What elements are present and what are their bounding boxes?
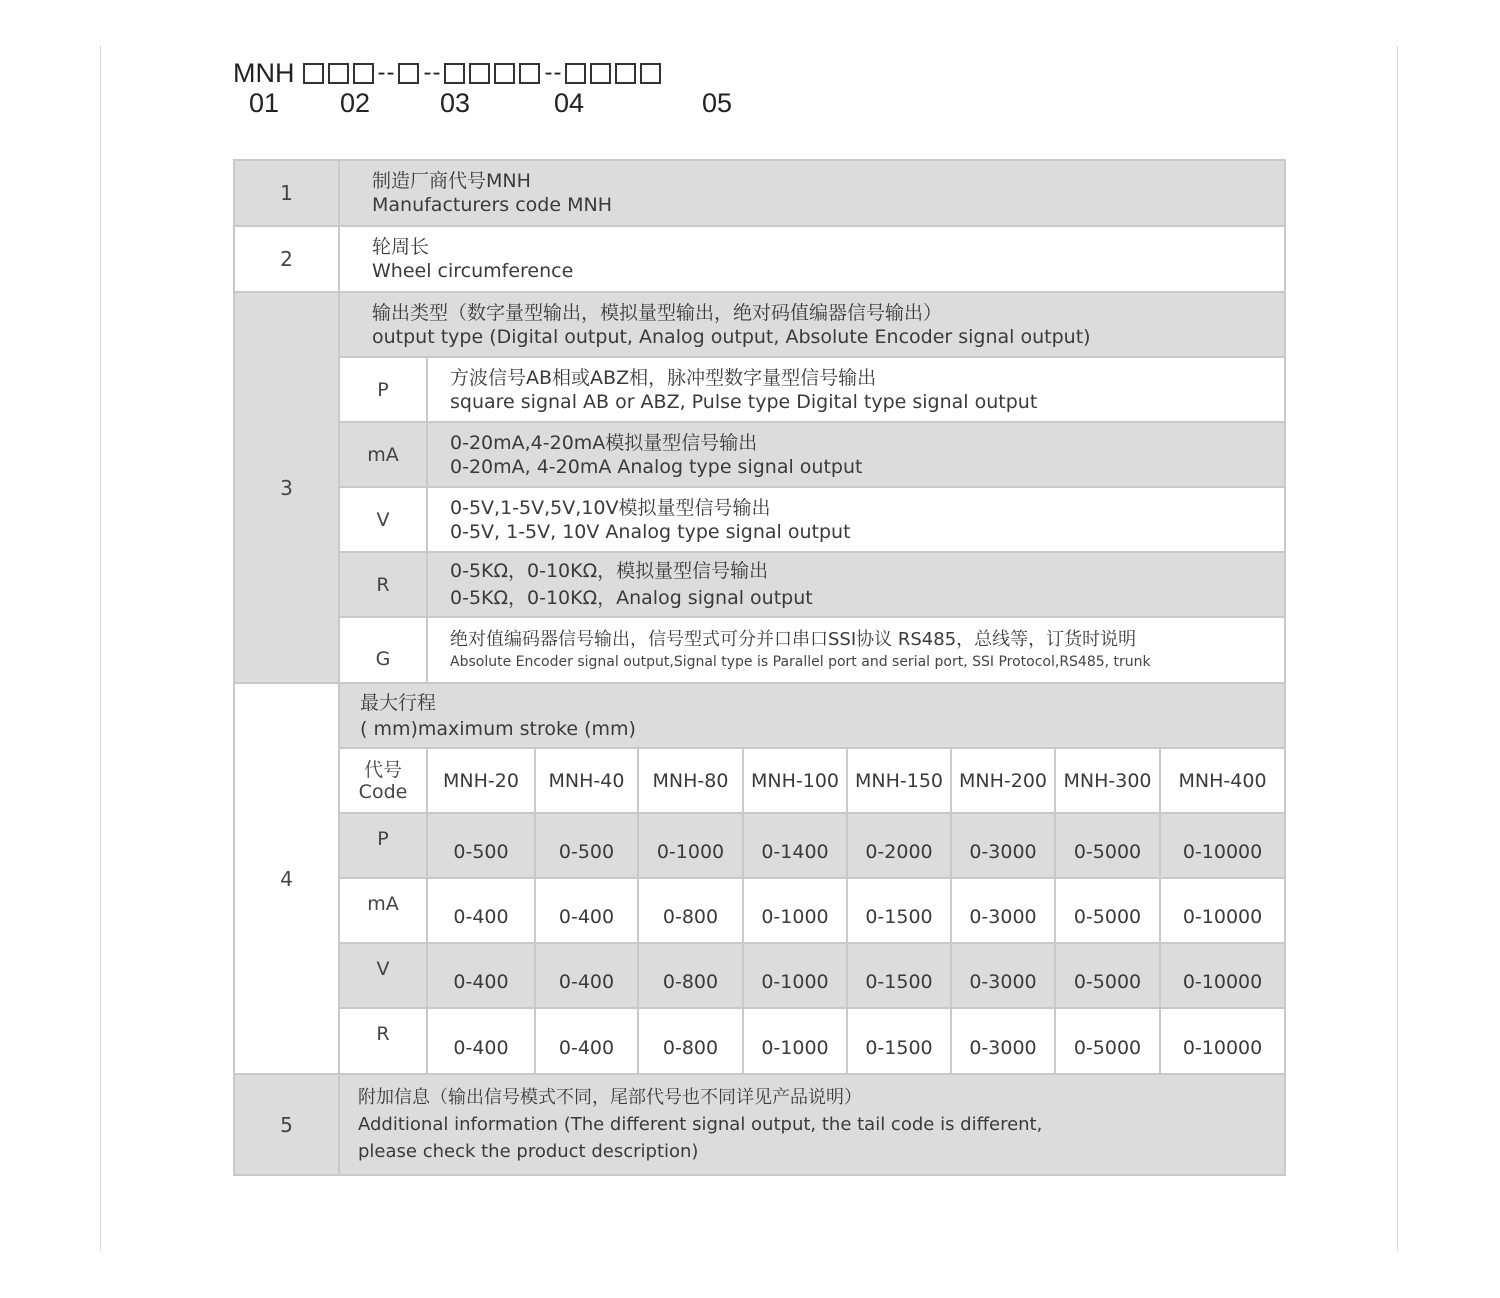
stroke-code: V — [339, 943, 427, 1008]
option-zh: 0-5V,1-5V,5V,10V模拟量型信号输出 — [450, 496, 771, 519]
stroke-value: 0-3000 — [951, 878, 1055, 943]
stroke-value: 0-1000 — [743, 943, 847, 1008]
separator-dash: -- — [377, 59, 396, 86]
stroke-value: 0-10000 — [1160, 813, 1285, 878]
placeholder-box — [444, 63, 465, 84]
description-en: ( mm)maximum stroke (mm) — [360, 717, 636, 740]
field-number: 04 — [554, 88, 585, 118]
placeholder-box — [469, 63, 490, 84]
field-number: 02 — [340, 88, 371, 118]
option-description — [427, 422, 1285, 487]
option-description — [427, 357, 1285, 422]
row-description — [339, 160, 1285, 226]
table-row — [234, 226, 1285, 292]
option-zh: 绝对值编码器信号输出，信号型式可分并口串口SSI协议 RS485，总线等，订货时说明 — [450, 629, 1137, 650]
model-header: MNH-400 — [1160, 748, 1285, 813]
stroke-value: 0-3000 — [951, 813, 1055, 878]
description-zh: 最大行程 — [360, 691, 437, 714]
placeholder-box — [494, 63, 515, 84]
stroke-value: 0-500 — [535, 813, 638, 878]
stroke-value: 0-2000 — [847, 813, 951, 878]
code-header — [339, 748, 427, 813]
option-code: V — [339, 487, 427, 552]
stroke-value: 0-3000 — [951, 943, 1055, 1008]
placeholder-box — [398, 63, 419, 84]
table-row — [234, 160, 1285, 226]
description-en: Manufacturers code MNH — [372, 194, 612, 216]
placeholder-box — [353, 63, 374, 84]
option-zh: 0-20mA,4-20mA模拟量型信号输出 — [450, 431, 758, 454]
stroke-header-row — [234, 748, 1285, 813]
option-en: 0-5KΩ，0-10KΩ，Analog signal output — [450, 587, 813, 609]
model-header: MNH-80 — [638, 748, 743, 813]
left-border-line — [100, 46, 101, 1251]
row-description — [339, 226, 1285, 292]
field-number: 05 — [702, 88, 733, 118]
output-option-row — [234, 357, 1285, 422]
stroke-row — [234, 813, 1285, 878]
output-option-row — [234, 487, 1285, 552]
stroke-value: 0-800 — [638, 878, 743, 943]
placeholder-box — [328, 63, 349, 84]
stroke-code: mA — [339, 878, 427, 943]
description-en: output type (Digital output, Analog output, Absolute Encoder signal output) — [372, 325, 1091, 348]
model-header: MNH-40 — [535, 748, 638, 813]
stroke-row — [234, 878, 1285, 943]
stroke-value: 0-1500 — [847, 943, 951, 1008]
stroke-value: 0-1500 — [847, 878, 951, 943]
description-zh: 轮周长 — [372, 236, 430, 258]
model-header: MNH-100 — [743, 748, 847, 813]
option-zh: 方波信号AB相或ABZ相，脉冲型数字量型信号输出 — [450, 366, 877, 389]
option-en: Absolute Encoder signal output,Signal type is Parallel port and serial port, SSI Protocol,RS485, trunk — [450, 654, 1151, 670]
description-en: Wheel circumference — [372, 260, 574, 282]
description-zh: 输出类型（数字量型输出，模拟量型输出，绝对码值编器信号输出） — [372, 301, 943, 324]
option-description — [427, 617, 1285, 683]
row-description — [339, 683, 1285, 748]
placeholder-box — [565, 63, 586, 84]
stroke-value: 0-400 — [427, 943, 535, 1008]
table-row — [234, 292, 1285, 357]
stroke-value: 0-400 — [535, 878, 638, 943]
output-option-row — [234, 552, 1285, 617]
right-border-line — [1397, 46, 1398, 1251]
option-en: 0-20mA, 4-20mA Analog type signal output — [450, 455, 863, 478]
stroke-value: 0-10000 — [1160, 1008, 1285, 1074]
placeholder-box — [519, 63, 540, 84]
separator-dash: -- — [423, 59, 442, 86]
placeholder-box — [590, 63, 611, 84]
field-number: 01 — [249, 88, 280, 118]
row-description — [339, 292, 1285, 357]
description-zh: 制造厂商代号MNH — [372, 170, 531, 192]
description-zh: 附加信息（输出信号模式不同，尾部代号也不同详见产品说明） — [358, 1087, 862, 1108]
stroke-value: 0-5000 — [1055, 878, 1160, 943]
stroke-value: 0-800 — [638, 943, 743, 1008]
stroke-row — [234, 943, 1285, 1008]
stroke-code: P — [339, 813, 427, 878]
code-header-en: Code — [358, 780, 408, 803]
model-prefix: MNH — [233, 57, 295, 88]
separator-dash: -- — [544, 59, 563, 86]
stroke-value: 0-5000 — [1055, 813, 1160, 878]
model-header: MNH-150 — [847, 748, 951, 813]
option-description — [427, 487, 1285, 552]
row-number: 3 — [234, 292, 339, 683]
description-en-2: please check the product description) — [358, 1141, 699, 1162]
stroke-value: 0-1400 — [743, 813, 847, 878]
row-number: 2 — [234, 226, 339, 292]
code-header-zh: 代号 — [363, 758, 402, 781]
field-number: 03 — [440, 88, 471, 118]
option-code: mA — [339, 422, 427, 487]
model-header: MNH-20 — [427, 748, 535, 813]
spec-table — [233, 159, 1286, 1176]
stroke-value: 0-1500 — [847, 1008, 951, 1074]
row-description — [339, 1074, 1285, 1175]
stroke-value: 0-1000 — [743, 878, 847, 943]
stroke-value: 0-400 — [427, 878, 535, 943]
stroke-code: R — [339, 1008, 427, 1074]
placeholder-box — [303, 63, 324, 84]
model-code-pattern — [233, 56, 665, 90]
stroke-value: 0-10000 — [1160, 878, 1285, 943]
table-row — [234, 1074, 1285, 1175]
option-code: P — [339, 357, 427, 422]
stroke-value: 0-5000 — [1055, 1008, 1160, 1074]
stroke-value: 0-400 — [427, 1008, 535, 1074]
row-number: 5 — [234, 1074, 339, 1175]
placeholder-box — [615, 63, 636, 84]
stroke-value: 0-1000 — [638, 813, 743, 878]
stroke-value: 0-10000 — [1160, 943, 1285, 1008]
row-number: 4 — [234, 683, 339, 1074]
stroke-value: 0-500 — [427, 813, 535, 878]
stroke-value: 0-1000 — [743, 1008, 847, 1074]
option-zh: 0-5KΩ，0-10KΩ，模拟量型信号输出 — [450, 560, 769, 582]
stroke-value: 0-3000 — [951, 1008, 1055, 1074]
stroke-row — [234, 1008, 1285, 1074]
option-code: R — [339, 552, 427, 617]
stroke-value: 0-800 — [638, 1008, 743, 1074]
option-en: square signal AB or ABZ, Pulse type Digital type signal output — [450, 390, 1038, 413]
output-option-row — [234, 422, 1285, 487]
model-header: MNH-200 — [951, 748, 1055, 813]
stroke-value: 0-5000 — [1055, 943, 1160, 1008]
row-number: 1 — [234, 160, 339, 226]
table-row — [234, 683, 1285, 748]
option-description — [427, 552, 1285, 617]
description-en-1: Additional information (The different signal output, the tail code is different, — [358, 1114, 1043, 1135]
output-option-row — [234, 617, 1285, 683]
stroke-value: 0-400 — [535, 943, 638, 1008]
stroke-value: 0-400 — [535, 1008, 638, 1074]
placeholder-box — [640, 63, 661, 84]
option-code: G — [339, 617, 427, 683]
model-header: MNH-300 — [1055, 748, 1160, 813]
option-en: 0-5V, 1-5V, 10V Analog type signal output — [450, 520, 851, 543]
